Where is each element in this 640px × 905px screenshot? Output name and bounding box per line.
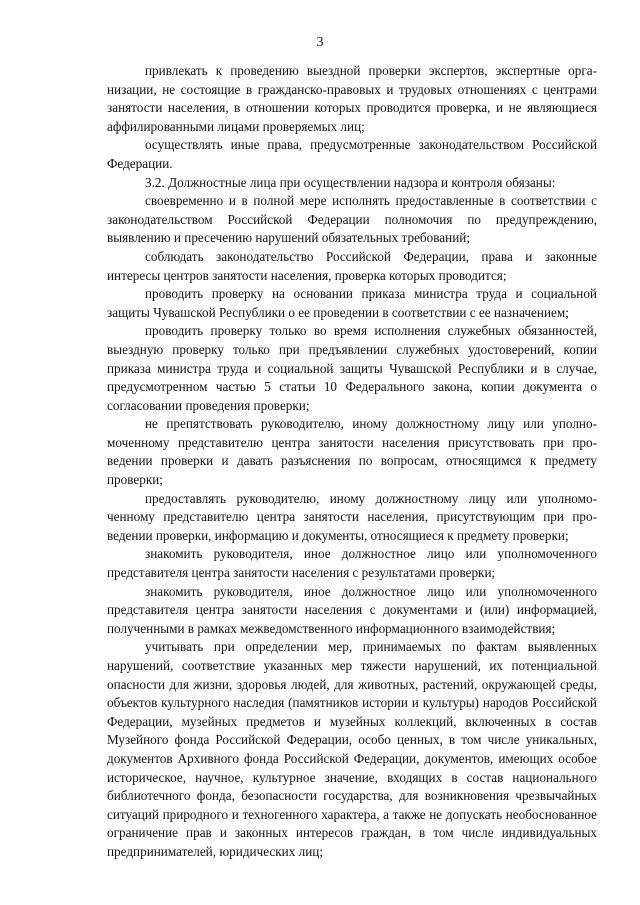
- paragraph-duty-proportional-measures: учитывать при определении мер, принимаемых по фактам выявленных нарушений, соответствие указанных мер тяжести нарушений, их потенциальной опасности для жизни, здоровья людей, для животных, растений, окружающей среды, объектов культурного наследия (памятников истории и культуры) народов Российской Федерации, музейных предметов и музейных коллекций, включенных в состав Музейного фонда Российской Федерации, особо ценных, в том числе уникальных, документов Архивного фонда Российской Федерации, документов, имеющих особое историческое, научное, культурное значение, входящих в состав национального библиотечного фонда, безопасности государства, для возникновения чрезвычайных ситуаций природного и техногенного характера, а также не допускать необоснованное ограничение прав и законных интересов граждан, в том числе индивидуальных предпринимателей, юридических лиц;: [107, 639, 597, 859]
- page-number: 3: [316, 35, 324, 50]
- paragraph-duty-documents: знакомить руководителя, иное должностное лицо или уполномоченного представителя центра занятости населения с документами и (или) информацией, полученными в рамках межведомственного информационного взаимодействия;: [107, 583, 597, 636]
- paragraph-other-rights: осуществлять иные права, предусмотренные законодательством Российской Федерации.: [107, 137, 597, 171]
- paragraph-duty-provide-info: предоставлять руководителю, иному должностному лицу или уполномоченному представителю центра занятости населения, присутствующим при проведении проверки, информацию и документы, относящиеся к предмету проверки;: [107, 490, 597, 543]
- paragraph-duty-exercise-powers: своевременно и в полной мере исполнять предоставленные в соответствии с законодательством Российской Федерации полномочия по предупреждению, выявлению и пресечению нарушений обязательных требований;: [107, 193, 597, 246]
- paragraph-duty-order-basis: проводить проверку на основании приказа министра труда и социальной защиты Чувашской Республики о ее проведении в соответствии с ее назначением;: [107, 286, 597, 320]
- section-heading-3-2: 3.2. Должностные лица при осуществлении надзора и контроля обязаны:: [145, 174, 556, 190]
- paragraph-duty-results: знакомить руководителя, иное должностное лицо или уполномоченного представителя центра занятости населения с результатами проверки;: [107, 546, 597, 581]
- paragraph-duty-service-hours: проводить проверку только во время исполнения служебных обязанностей, выездную проверку только при предъявлении служебных удостоверений, копии приказа министра труда и социальной защиты Чувашской Республики и в случае, предусмотренном частью 5 статьи 10 Федерального закона, копии документа о согласовании проведения проверки;: [107, 323, 597, 413]
- paragraph-duty-observe-law: соблюдать законодательство Российской Федерации, права и законные интересы центров занятости населения, проверка которых проводится;: [107, 248, 597, 283]
- paragraph-experts: привлекать к проведению выездной проверки экспертов, экспертные организации, не состоящие в гражданско-правовых и трудовых отношениях с центрами занятости населения, в отношении которых проводится проверка, и не являющиеся аффилированными лицами проверяемых лиц;: [107, 63, 597, 134]
- document-body: [107, 62, 597, 862]
- paragraph-duty-not-obstruct: не препятствовать руководителю, иному должностному лицу или уполномоченному представителю центра занятости населения присутствовать при проведении проверки и давать разъяснения по вопросам, относящимся к предмету проверки;: [107, 416, 597, 488]
